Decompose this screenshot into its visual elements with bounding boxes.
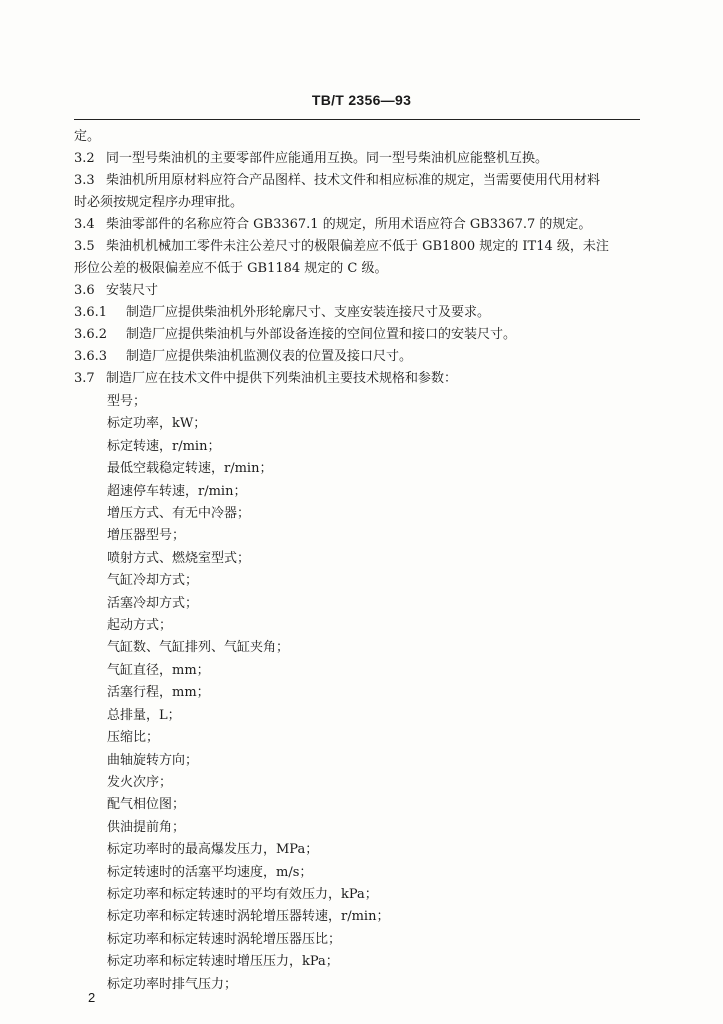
list-item: 标定功率和标定转速时增压压力，kPa；	[107, 954, 339, 970]
clause-text: 制造厂应提供柴油机外形轮廓尺寸、支座安装连接尺寸及要求。	[126, 305, 491, 320]
list-item: 气缸直径，mm；	[107, 662, 210, 678]
clause-3-4	[74, 214, 640, 236]
clause-3-6-2	[74, 324, 640, 346]
clause-3-3-continuation: 时必须按规定程序办理审批。	[74, 195, 244, 210]
list-item: 超速停车转速，r/min；	[107, 483, 247, 499]
list-item: 气缸数、气缸排列、气缸夹角；	[107, 640, 290, 656]
clause-number: 3.4	[74, 217, 95, 232]
clause-number: 3.7	[74, 371, 95, 386]
clause-3-6-3	[74, 346, 640, 368]
clause-text: 同一型号柴油机的主要零部件应能通用互换。同一型号柴油机应能整机互换。	[106, 151, 549, 166]
clause-3-7	[74, 368, 640, 390]
list-item: 总排量，L；	[107, 707, 181, 723]
carry-over-line: 定。	[74, 129, 101, 144]
clause-3-3	[74, 170, 640, 192]
list-item: 活塞行程，mm；	[107, 685, 210, 701]
clause-3-6-1	[74, 302, 640, 324]
list-item: 标定功率，kW；	[107, 416, 207, 432]
list-item: 标定功率和标定转速时的平均有效压力，kPa；	[107, 886, 378, 902]
standard-code-header: TB/T 2356—93	[311, 92, 412, 108]
list-item: 标定功率和标定转速时涡轮增压器压比；	[107, 931, 342, 947]
list-item: 曲轴旋转方向；	[107, 752, 199, 768]
clause-number: 3.6.3	[74, 349, 108, 364]
list-item: 标定功率时排气压力；	[107, 976, 238, 992]
list-item: 标定转速，r/min；	[107, 438, 221, 454]
page-number: 2	[88, 990, 96, 1005]
clause-text: 制造厂应提供柴油机与外部设备连接的空间位置和接口的安装尺寸。	[126, 327, 517, 342]
header-rule	[74, 119, 640, 120]
clause-number: 3.6.2	[74, 327, 108, 342]
clause-3-6	[74, 280, 640, 302]
clause-text: 制造厂应提供柴油机监测仪表的位置及接口尺寸。	[126, 349, 413, 364]
list-item: 活塞冷却方式；	[107, 595, 199, 611]
list-item: 增压器型号；	[107, 528, 186, 544]
clause-text: 柴油零部件的名称应符合 GB3367.1 的规定，所用术语应符合 GB3367.7 的规定。	[106, 217, 592, 232]
list-item: 供油提前角；	[107, 819, 186, 835]
list-item: 气缸冷却方式；	[107, 573, 199, 589]
list-item: 标定转速时的活塞平均速度，m/s；	[107, 864, 313, 880]
list-item: 喷射方式、燃烧室型式；	[107, 550, 251, 566]
clause-number: 3.2	[74, 151, 95, 166]
clause-number: 3.6.1	[74, 305, 108, 320]
clause-3-2	[74, 148, 640, 170]
list-item: 标定功率时的最高爆发压力，MPa；	[107, 842, 319, 858]
clause-number: 3.5	[74, 239, 95, 254]
list-item: 型号；	[107, 394, 147, 409]
clause-text: 安装尺寸	[106, 283, 159, 298]
document-body	[74, 126, 640, 996]
clause-text: 柴油机所用原材料应符合产品图样、技术文件和相应标准的规定，当需要使用代用材料	[106, 173, 601, 188]
list-item: 增压方式、有无中冷器；	[107, 506, 251, 522]
clause-3-5-continuation: 形位公差的极限偏差应不低于 GB1184 规定的 C 级。	[74, 261, 388, 276]
parameter-list	[74, 391, 640, 996]
list-item: 起动方式；	[107, 618, 173, 634]
list-item: 配气相位图；	[107, 797, 186, 813]
clause-3-5	[74, 236, 640, 258]
clause-number: 3.6	[74, 283, 95, 298]
clause-text: 柴油机机械加工零件未注公差尺寸的极限偏差应不低于 GB1800 规定的 IT14 级，未注	[106, 239, 609, 254]
list-item: 标定功率和标定转速时涡轮增压器转速，r/min；	[107, 909, 390, 925]
list-item: 发火次序；	[107, 774, 173, 790]
clause-number: 3.3	[74, 173, 95, 188]
clause-text: 制造厂应在技术文件中提供下列柴油机主要技术规格和参数：	[106, 371, 458, 386]
list-item: 压缩比；	[107, 730, 160, 746]
list-item: 最低空载稳定转速，r/min；	[107, 461, 273, 477]
